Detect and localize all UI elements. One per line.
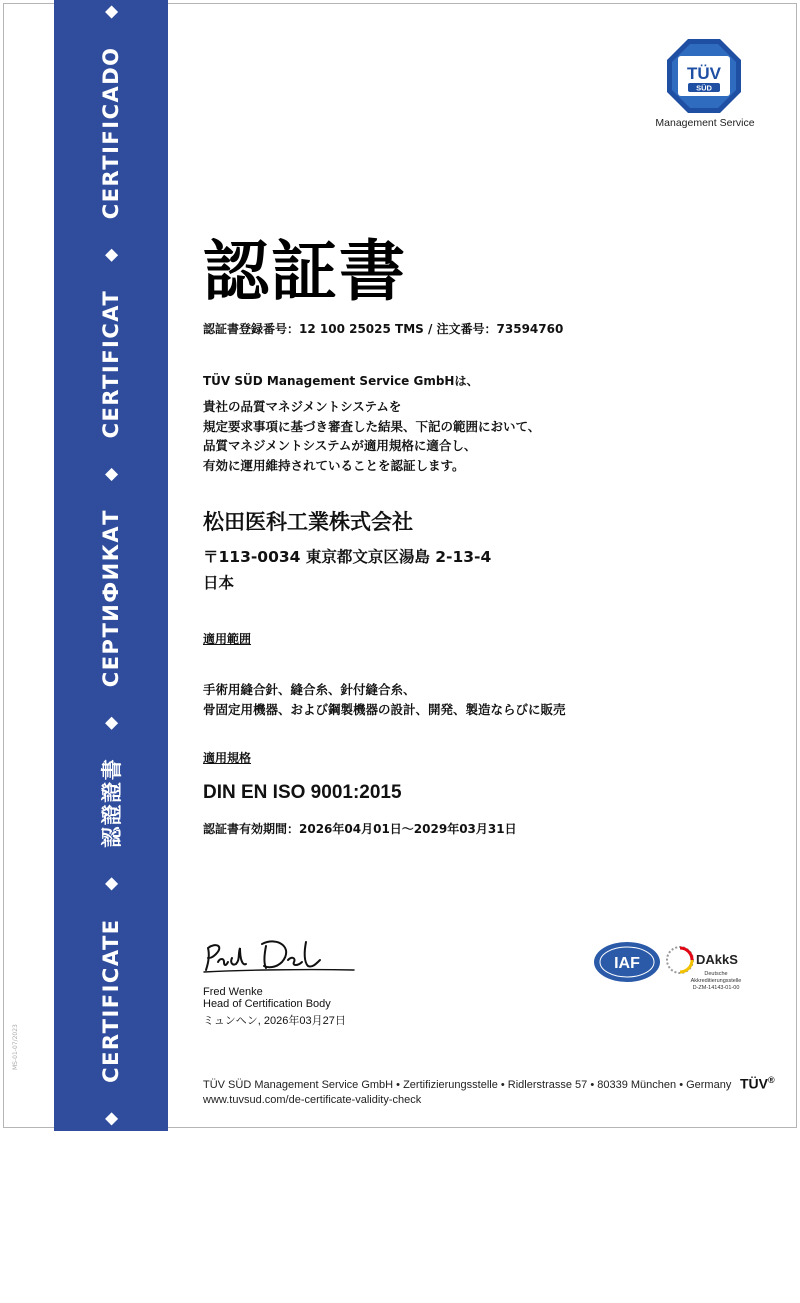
signer-name: Fred Wenke bbox=[203, 986, 263, 998]
diamond-icon: ◆ bbox=[101, 715, 121, 730]
scope-line: 手術用縫合針、縫合糸、針付縫合糸、 bbox=[203, 682, 416, 697]
iaf-logo-icon bbox=[592, 940, 662, 984]
side-band-item-russian: СЕРТИФИКАТ bbox=[99, 509, 123, 688]
diamond-icon: ◆ bbox=[101, 875, 121, 891]
statement-line: 品質マネジメントシステムが適用規格に適合し、 bbox=[203, 438, 477, 453]
side-band-item-certificat-1: CERTIFICAT bbox=[99, 289, 123, 439]
form-code: MS-01-07/2023 bbox=[12, 1024, 19, 1070]
statement-line: 有効に運用維持されていることを認証します。 bbox=[203, 457, 465, 473]
svg-text:IAF: IAF bbox=[614, 955, 640, 972]
dakks-logo-icon bbox=[664, 940, 768, 996]
footer-tuv-mark-text: TÜV bbox=[740, 1075, 768, 1092]
footer-verification-link[interactable]: www.tuvsud.com/de-certificate-validity-check bbox=[203, 1094, 422, 1106]
signature-icon bbox=[202, 932, 358, 978]
svg-text:SÜD: SÜD bbox=[696, 83, 712, 93]
company-address: 〒113-0034 東京都文京区湯島 2-13-4 bbox=[203, 548, 492, 566]
footer-address: TÜV SÜD Management Service GmbH • Zertifizierungsstelle • Ridlerstrasse 57 • 80339 München • Germany bbox=[203, 1079, 732, 1091]
logo-caption: Management Service bbox=[655, 117, 755, 129]
statement-line: 規定要求事項に基づき審査した結果、下記の範囲において、 bbox=[203, 418, 541, 434]
registration-number: 認証書登録番号：12 100 25025 TMS / 注文番号：73594760 bbox=[203, 322, 564, 336]
side-band-item-certificate: CERTIFICATE bbox=[99, 918, 123, 1083]
diamond-icon: ◆ bbox=[101, 3, 121, 19]
validity-period: 認証書有効期間：2026年04月01日～2029年03月31日 bbox=[203, 822, 517, 836]
statement-line: 貴社の品質マネジメントシステムを bbox=[203, 399, 402, 414]
company-country: 日本 bbox=[203, 574, 235, 592]
issuer-line: TÜV SÜD Management Service GmbHは、 bbox=[203, 374, 479, 388]
svg-text:Akkreditierungsstelle: Akkreditierungsstelle bbox=[690, 978, 742, 984]
svg-text:Deutsche: Deutsche bbox=[704, 971, 728, 977]
diamond-icon: ◆ bbox=[101, 466, 121, 481]
page-title: 認証書 bbox=[203, 233, 407, 310]
side-band-item-certificado: CERTIFICADO bbox=[99, 46, 123, 220]
company-name: 松田医科工業株式会社 bbox=[203, 510, 413, 534]
svg-text:D-ZM-14143-01-00: D-ZM-14143-01-00 bbox=[692, 985, 740, 991]
scope-line: 骨固定用機器、および鋼製機器の設計、開発、製造ならびに販売 bbox=[203, 701, 566, 717]
side-band-text bbox=[96, 0, 126, 1303]
signer-title: Head of Certification Body bbox=[203, 998, 331, 1010]
standard-name: DIN EN ISO 9001:2015 bbox=[203, 782, 402, 803]
certification-statement bbox=[203, 397, 540, 475]
signer-place-date: ミュンヘン, 2026年03月27日 bbox=[203, 1015, 346, 1027]
side-band-item-chinese: 認證證書 bbox=[100, 757, 124, 848]
tuv-sud-logo-icon bbox=[666, 38, 742, 114]
footer-tuv-mark bbox=[740, 1075, 775, 1092]
registered-mark: ® bbox=[768, 1075, 775, 1085]
diamond-icon: ◆ bbox=[101, 1110, 121, 1126]
diamond-icon: ◆ bbox=[101, 247, 121, 262]
svg-text:DAkkS: DAkkS bbox=[696, 952, 738, 967]
side-band-item-zertifikat: ZERTIFIKAT bbox=[99, 1153, 123, 1303]
scope-heading: 適用範囲 bbox=[203, 632, 252, 646]
scope-text bbox=[203, 680, 566, 719]
standard-heading: 適用規格 bbox=[203, 751, 252, 765]
svg-text:TÜV: TÜV bbox=[687, 64, 721, 83]
